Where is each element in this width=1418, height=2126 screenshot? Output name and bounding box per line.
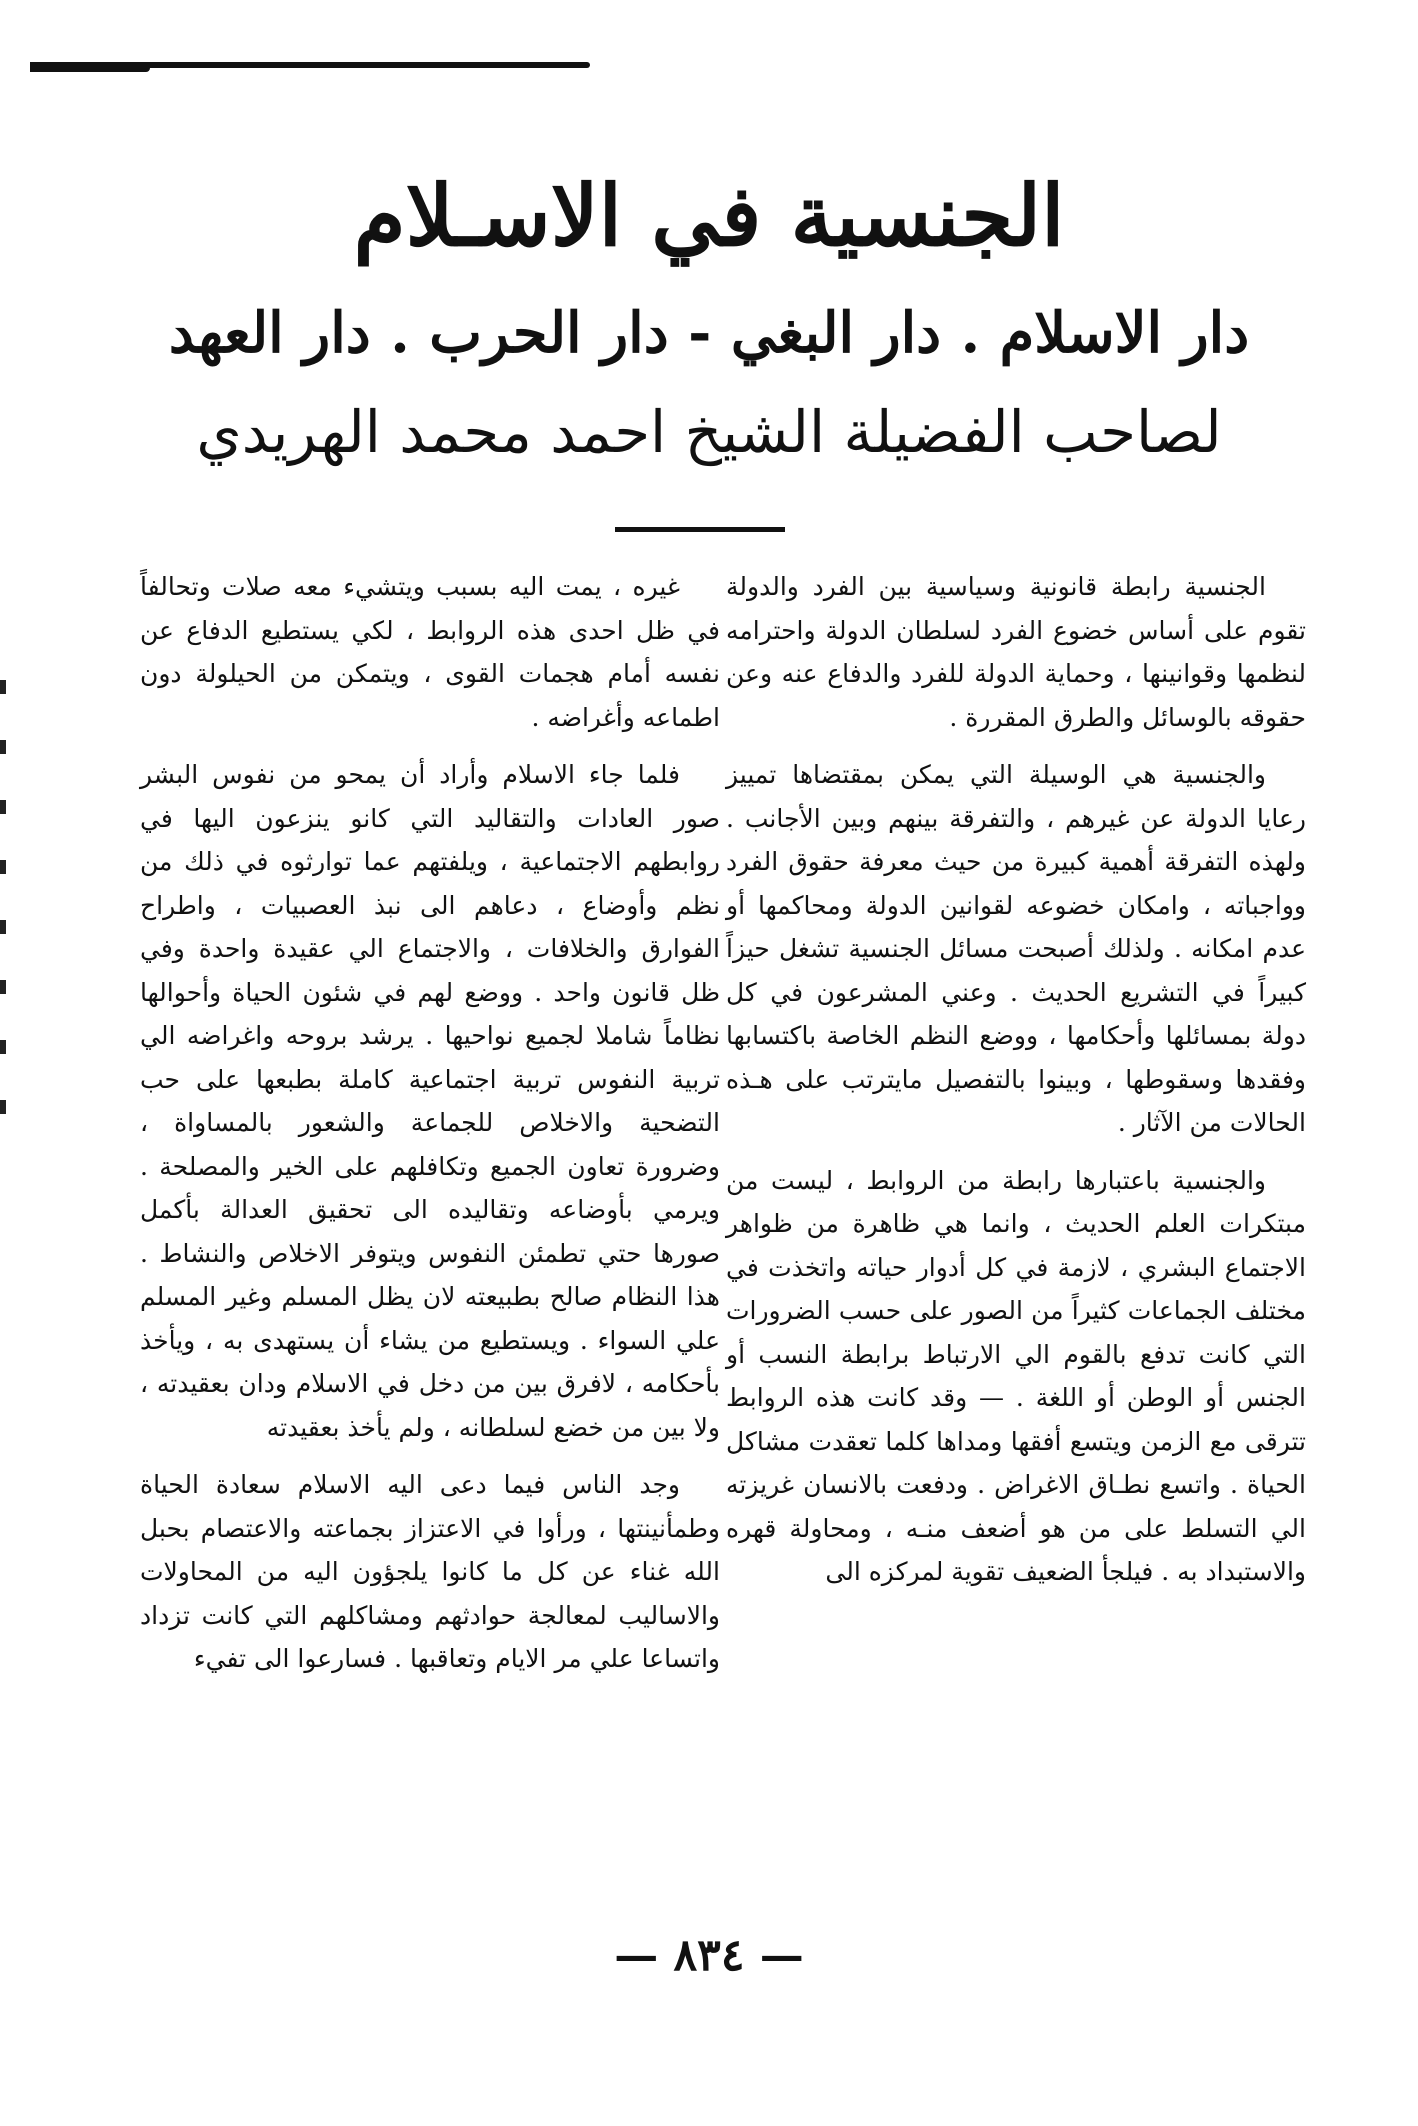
page-number: — ٨٣٤ — <box>614 1930 804 1981</box>
article-subtitle: دار الاسلام . دار البغي - دار الحرب . دار العهد <box>168 300 1250 367</box>
column-right <box>726 565 1306 1608</box>
paragraph: وجد الناس فيما دعى اليه الاسلام سعادة الحياة وطمأنينتها ، ورأوا في الاعتزاز بجماعته والاعتصام بحبل الله غناء عن كل ما كانوا يلجؤون اليه من المحاولات والاساليب لمعالجة حوادثهم ومشاكلهم التي كانت تزداد واتساعا علي مر الايام وتعاقبها . فسارعوا الى تفيء <box>140 1470 720 1673</box>
paragraph: والجنسية هي الوسيلة التي يمكن بمقتضاها تمييز رعايا الدولة عن غيرهم ، والتفرقة بينهم وبين الأجانب . ولهذه التفرقة أهمية كبيرة من حيث معرفة حقوق الفرد وواجباته ، وامكان خضوعه لقوانين الدولة ومحاكمها أو عدم امكانه . ولذلك أصبحت مسائل الجنسية تشغل حيزاً كبيراً في التشريع الحديث . وعني المشرعون في كل دولة بمسائلها وأحكامها ، ووضع النظم الخاصة باكتسابها وفقدها وسقوطها ، وبينوا بالتفصيل مايترتب على هـذه الحالات من الآثار . <box>726 760 1306 1137</box>
header-divider <box>615 527 785 532</box>
article-title: الجنسية في الاسـلام <box>353 166 1065 265</box>
paragraph: الجنسية رابطة قانونية وسياسية بين الفرد والدولة تقوم على أساس خضوع الفرد لسلطان الدولة واحترامه لنظمها وقوانينها ، وحماية الدولة للفرد والدفاع عنه وعن حقوقه بالوسائل والطرق المقررة . <box>726 572 1306 732</box>
paragraph: غيره ، يمت اليه بسبب ويتشيء معه صلات وتحالفاً في ظل احدى هذه الروابط ، لكي يستطيع الدفاع عن نفسه أمام هجمات القوى ، ويتمكن من الحيلولة دون اطماعه وأغراضه . <box>140 572 720 732</box>
article-author: لصاحب الفضيلة الشيخ احمد محمد الهريدي <box>196 397 1222 466</box>
article-header <box>0 166 1418 467</box>
paragraph: فلما جاء الاسلام وأراد أن يمحو من نفوس البشر صور العادات والتقاليد التي كانو ينزعون اليها في روابطهم الاجتماعية ، ويلفتهم عما توارثوه في ذلك من نظم وأوضاع ، دعاهم الى نبذ العصبيات ، واطراح الفوارق والخلافات ، والاجتماع الي عقيدة واحدة وفي ظل قانون واحد . ووضع لهم في شئون الحياة وأحوالها نظاماً شاملا لجميع نواحيها . يرشد بروحه واغراضه الي تربية النفوس تربية اجتماعية كاملة بطبعها على حب التضحية والاخلاص للجماعة والشعور بالمساواة ، وضرورة تعاون الجميع وتكافلهم على الخير والمصلحة . ويرمي بأوضاعه وتقاليده الى تحقيق العدالة بأكمل صورها حتي تطمئن النفوس ويتوفر الاخلاص والنشاط . هذا النظام صالح بطبيعته لان يظل المسلم وغير المسلم علي السواء . ويستطيع من يشاء أن يستهدى به ، ويأخذ بأحكامه ، لافرق بين من دخل في الاسلام ودان بعقيدته ، ولا بين من خضع لسلطانه ، ولم يأخذ بعقيدته <box>140 760 720 1442</box>
column-left <box>140 565 720 1695</box>
paragraph: والجنسية باعتبارها رابطة من الروابط ، ليست من مبتكرات العلم الحديث ، وانما هي ظاهرة من ظواهر الاجتماع البشري ، لازمة في كل أدوار حياته واتخذت في مختلف الجماعات كثيراً من الصور على حسب الضرورات التي كانت تدفع بالقوم الي الارتباط برابطة النسب أو الجنس أو الوطن أو اللغة . — وقد كانت هذه الروابط تترقى مع الزمن ويتسع أفقها ومداها كلما تعقدت مشاكل الحياة . واتسع نطـاق الاغراض . ودفعت بالانسان غريزته الي التسلط على من هو أضعف منـه ، ومحاولة قهره والاستبداد به . فيلجأ الضعيف تقوية لمركزه الى <box>726 1165 1306 1586</box>
